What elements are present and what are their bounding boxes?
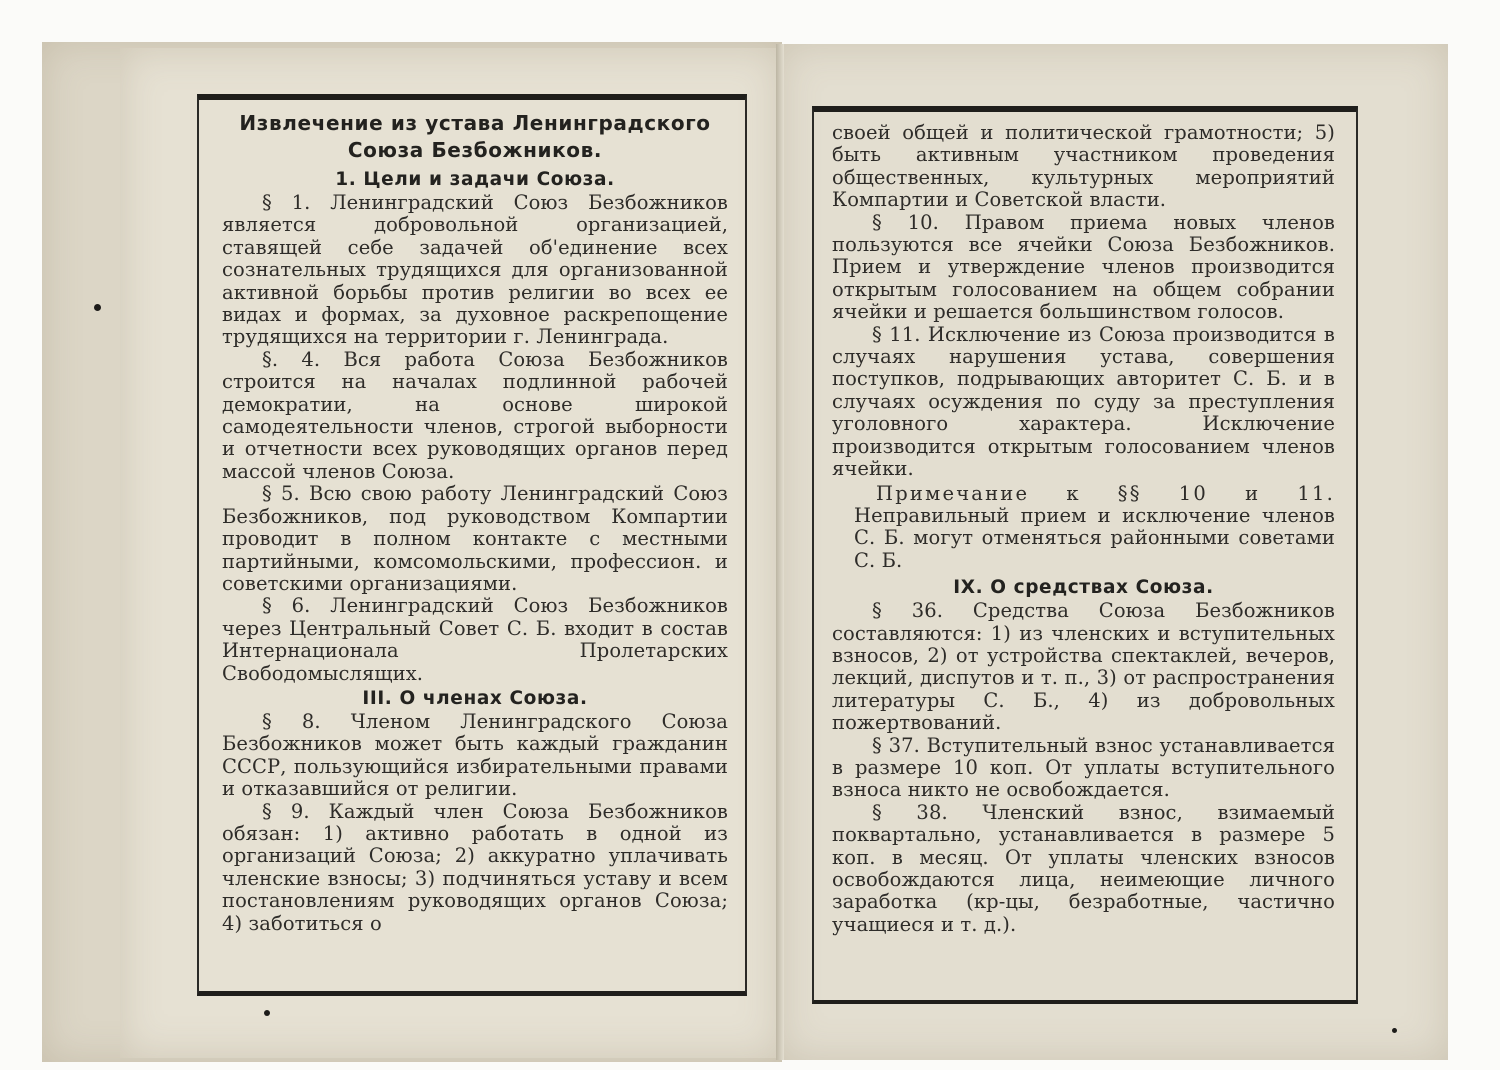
paragraph-4: §. 4. Вся работа Союза Безбожников строится на началах подлинной рабочей демократии, на основе широкой самодеятельности членов, строгой выборности и отчетности всех руководящих органов перед массой членов Союза. [222,347,728,483]
book-gutter [776,44,784,1060]
ink-dot-mark [264,1010,270,1016]
section-heading-goals: 1. Цели и задачи Союза. [335,169,615,190]
note [832,483,1335,573]
right-page-text [832,122,1335,936]
paragraph-9: § 9. Каждый член Союза Безбожников обязан: 1) активно работать в одной из организаций Союза; 2) аккуратно уплачивать членские взносы; 3) подчиняться уставу и всем постановлениям руководящих органов Союза; 4) заботиться о [222,799,728,935]
paragraph-9-continuation: своей общей и политической грамотности; 5) быть активным участником проведения общественных, культурных мероприятий Компартии и Советской власти. [832,121,1335,212]
paragraph-10: § 10. Правом приема новых членов пользуются все ячейки Союза Безбожников. Прием и утверждение членов производится открытым голосованием на общем собрании ячейки и решается большинством голосов. [832,210,1335,324]
paragraph-8: § 8. Членом Ленинградского Союза Безбожников может быть каждый гражданин СССР, пользующийся избирательными правами и отказавшийся от религии. [222,709,728,801]
paragraph-6: § 6. Ленинградский Союз Безбожников через Центральный Совет С. Б. входит в состав Интернационала Пролетарских Свободомыслящих. [222,594,728,685]
ink-dot-mark [1392,1028,1397,1033]
paragraph-1: § 1. Ленинградский Союз Безбожников является добровольной организацией, ставящей себе задачей об'единение всех сознательных трудящихся для организованной активной борьбы против религии во всех ее видах и формах, за духовное раскрепощение трудящихся на территории г. Ленинграда. [222,191,728,349]
paragraph-5: § 5. Всю свою работу Ленинградский Союз Безбожников, под руководством Компартии проводит в полном контакте с местными партийными, комсомольскими, профессион. и советскими организациями. [222,482,728,595]
ink-dot-mark [94,304,101,311]
paragraph-38: § 38. Членский взнос, взимаемый поквартально, устанавливается в размере 5 коп. в месяц. От уплаты членских взносов освобождаются лица, неимеющие личного заработка (кр-цы, безработные, частично учащиеся и т. д.). [832,800,1335,936]
section-heading-members: III. О членах Союза. [362,687,588,709]
left-page-text [222,110,728,935]
paragraph-11: § 11. Исключение из Союза производится в случаях нарушения устава, совершения поступков, подрывающих авторитет С. Б. и в случаях осуждения по суду за преступления уголовного характера. Исключение производится открытым голосованием членов ячейки. [832,322,1335,481]
section-heading-funds: IX. О средствах Союза. [953,577,1214,599]
note-text: Неправильный прием и исключение членов С. Б. могут отменяться районными советами С. Б. [854,503,1335,572]
note-label: Примечание к §§ 10 и 11. [876,481,1335,505]
paragraph-37: § 37. Вступительный взнос устанавливается в размере 10 коп. От уплаты вступительного взноса никто не освобождается. [832,733,1335,802]
page-title: Извлечение из устава Ленинградского Союза Безбожников. [239,111,711,162]
paragraph-36: § 36. Средства Союза Безбожников составляются: 1) из членских и вступительных взносов, 2) от устройства спектаклей, вечеров, лекций, диспутов и т. п., 3) от распространения литературы С. Б., 4) из добровольных пожертвований. [832,599,1335,735]
